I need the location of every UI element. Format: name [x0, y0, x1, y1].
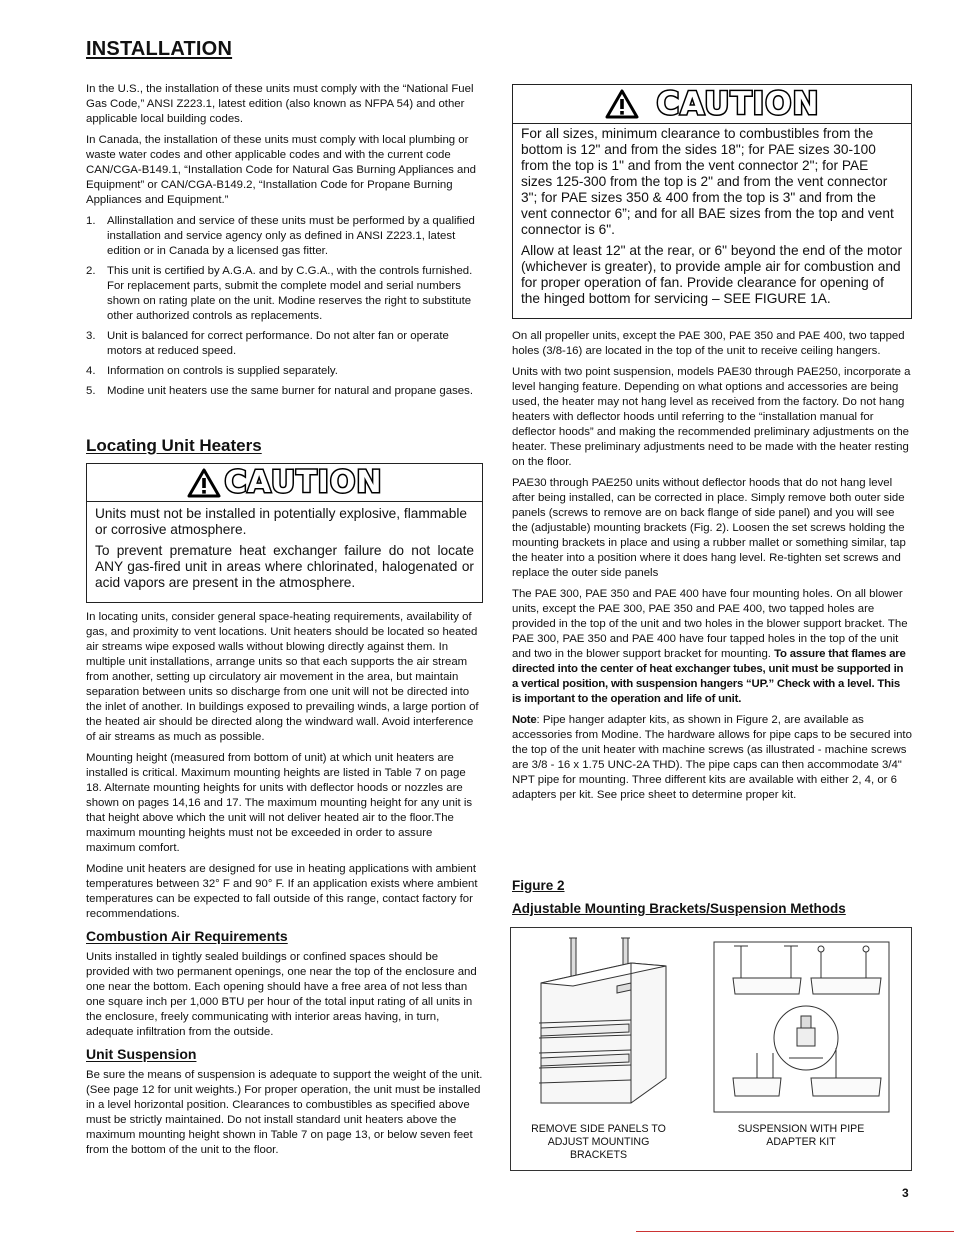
body-paragraph: Be sure the means of suspension is adequate to support the weight of the unit. (See page 12 for unit weights.) For proper operation, the unit must be installed in a level horizontal position. Clearances to combustibles as specified above must be strictly maintained. Do not install standard unit heaters above the maximum mounting height shown in Table 7 on page 13, or below seven feet from the bottom of the unit to the floor.	[86, 1069, 483, 1156]
caution-box-locating	[86, 463, 483, 603]
figure-2	[510, 927, 912, 1171]
unit-heater-illustration	[539, 938, 666, 1103]
page-title: INSTALLATION	[86, 38, 233, 60]
caution-text: Units must not be installed in potentially explosive, flammable or corrosive atmosphere.	[95, 506, 468, 537]
caution-box-clearance	[512, 84, 912, 319]
suspension-text	[512, 329, 912, 809]
figure-caption-left: REMOVE SIDE PANELS TO ADJUST MOUNTING BRACKETS	[531, 1123, 666, 1161]
body-paragraph	[512, 713, 912, 803]
body-paragraph: Units with two point suspension, models PAE30 through PAE250, incorporate a level hanging feature. Depending on what options and accessories are being used, the heater may not hang level as received from the factory. Do not hang heaters with deflector hoods until referring to the “installation manual for deflector hoods” and making the recommended preliminary adjustments on the heater. These preliminary adjustments need to be made with the heater resting on the floor.	[512, 366, 911, 468]
caution-text: Allow at least 12" at the rear, or 6" beyond the end of the motor (whichever is greater), to provide ample air for combustion and for proper operation of fan. Provide clearance for opening of the hinged bottom for servicing – SEE FIGURE 1A.	[521, 243, 903, 306]
caution-body	[87, 501, 482, 602]
caution-label: CAUTION	[224, 465, 383, 500]
note-label: Note	[512, 714, 537, 726]
body-paragraph: Units installed in tightly sealed buildings or confined spaces should be provided with two permanent openings, one near the top of the enclosure and one near the bottom. Each opening should have a free area of not less than one square inch per 1,000 BTU per hour of the total input rating of all units in the enclosure, freely communicating with interior areas having, in turn, adequate infiltration from the outside.	[86, 951, 477, 1038]
warning-triangle-icon	[187, 468, 221, 498]
list-item: 5. Modine unit heaters use the same burner for natural and propane gases.	[86, 385, 473, 397]
list-item: 2. This unit is certified by A.G.A. and by C.G.A., with the controls furnished. For replacement parts, submit the complete model and serial numbers shown on rating plate on the unit. Modine reserves the right to substitute other authorized controls as replacements.	[86, 265, 473, 322]
body-paragraph: PAE30 through PAE250 units without deflector hoods that do not hang level after being installed, can be corrected in place. Simply remove both outer side panels (screws to remove are on back flange of side panel) and you will see the (adjustable) mounting brackets (Fig. 2). Loosen the set screws holding the mounting brackets in place and using a rubber mallet or something similar, tap the heater into a position where it does hang level. Re-tighten set screws and replace the outer side panels	[512, 477, 906, 579]
body-paragraph: On all propeller units, except the PAE 300, PAE 350 and PAE 400, two tapped holes (3/8-16) are located in the top of the unit to receive ceiling hangers.	[512, 330, 905, 357]
requirements-list	[86, 214, 484, 399]
body-paragraph: In locating units, consider general space-heating requirements, availability of gas, and proximity to vent locations. Unit heaters should be located so heated air streams wipe exposed walls without blowing directly against them. In multiple unit installations, arrange units so that each supports the air stream from another, setting up circulatory air movement in the area, but maintain separation between units so discharge from one unit will not be directed into the inlet of another. In buildings exposed to prevailing winds, a large portion of the heated air should be directed along the windward wall. Avoid interference of air streams as much as possible.	[86, 611, 479, 743]
figure-title: Adjustable Mounting Brackets/Suspension Methods	[512, 901, 846, 916]
figure-caption-right: SUSPENSION WITH PIPE ADAPTER KIT	[737, 1123, 865, 1148]
caution-label: CAUTION	[656, 86, 820, 122]
list-item: 4. Information on controls is supplied separately.	[86, 365, 338, 377]
warning-triangle-icon	[605, 89, 639, 119]
footer-rule	[636, 1231, 954, 1232]
combustion-heading: Combustion Air Requirements	[86, 928, 288, 944]
caution-body	[513, 123, 911, 318]
body-paragraph	[512, 587, 912, 707]
intro-paragraph: In Canada, the installation of these units must comply with local plumbing or waste water codes and other applicable codes and with the current code CAN/CGA-B149.1, “Installation Code for Natural Gas Burning Appliances and Equipment” or CAN/CGA-B149.2, “Installation Code for Propane Burning Appliances and Equipment.”	[86, 134, 477, 206]
figure-label: Figure 2	[512, 878, 565, 893]
locating-heading: Locating Unit Heaters	[86, 436, 262, 455]
list-item: 1. Allinstallation and service of these units must be performed by a qualified installation and service agency only as defined in ANSI Z223.1, latest edition or in Canada by a licensed gas fitter.	[86, 215, 475, 257]
note-text: : Pipe hanger adapter kits, as shown in Figure 2, are available as accessories from Modine. The hardware allows for pipe caps to be secured into the top of the unit heater with machine screws (as illustrated - machine screws are 3/8 - 16 x 1.75 UNC-2A THD). The pipe caps can then accommodate 3/4" NPT pipe for mounting. Three different kits are available with either 2, 4, or 6 adapters per kit. See price sheet to determine proper kit.	[512, 714, 912, 801]
body-paragraph: Modine unit heaters are designed for use in heating applications with ambient temperatures between 32° F and 90° F. If an application exists where ambient temperatures can be expected to fall outside of this range, contact factory for recommendations.	[86, 863, 478, 920]
caution-header	[87, 464, 482, 501]
suspension-heading: Unit Suspension	[86, 1046, 197, 1062]
suspension-illustration	[733, 946, 881, 1096]
body-paragraph: Mounting height (measured from bottom of unit) at which unit heaters are installed is critical. Maximum mounting heights are listed in Table 7 on page 18. Alternate mounting heights for units with deflector hoods or nozzles are shown on pages 14,16 and 17. The maximum mounting height for any unit is that height above which the unit will not deliver heated air to the floor.The maximum mounting heights must not be exceeded in order to assure maximum comfort.	[86, 752, 473, 854]
caution-text: For all sizes, minimum clearance to combustibles from the bottom is 12" and from the sides 18"; for PAE sizes 30-100 from the top is 1" and from the vent connector 2"; for PAE sizes 125-300 from the top is 2" and from the vent connector 3"; for PAE sizes 350 & 400 from the top is 3" and from the vent connector 6”; and for all BAE sizes from the top and vent connector is 6".	[521, 126, 894, 237]
intro-block	[86, 82, 484, 404]
locating-text	[86, 610, 484, 1164]
caution-text: To prevent premature heat exchanger failure do not locate ANY gas-fired unit in areas where chlorinated, halogenated or acid vapors are present in the atmosphere.	[95, 543, 474, 590]
intro-paragraph: In the U.S., the installation of these units must comply with the “National Fuel Gas Code,” ANSI Z223.1, latest edition (also known as NFPA 54) and other applicable local building codes.	[86, 83, 474, 125]
page-number: 3	[902, 1186, 909, 1200]
caution-header	[513, 85, 911, 123]
mounting-warning-text: To assure that flames are directed into the center of heat exchanger tubes, unit must be supported in a vertical position, with suspension hangers “UP.” Check with a level. This is important to the operation and life of unit.	[512, 648, 906, 705]
list-item: 3. Unit is balanced for correct performance. Do not alter fan or operate motors at reduced speed.	[86, 330, 449, 357]
mounting-text: The PAE 300, PAE 350 and PAE 400 have four mounting holes. On all blower units, except the PAE 300, PAE 350 and PAE 400, two tapped holes are provided in the top of the unit and two holes in the blower support bracket. The PAE 300, PAE 350 and PAE 400 have four tapped holes in the top of the unit and two in the blower support bracket for mounting.	[512, 588, 908, 660]
